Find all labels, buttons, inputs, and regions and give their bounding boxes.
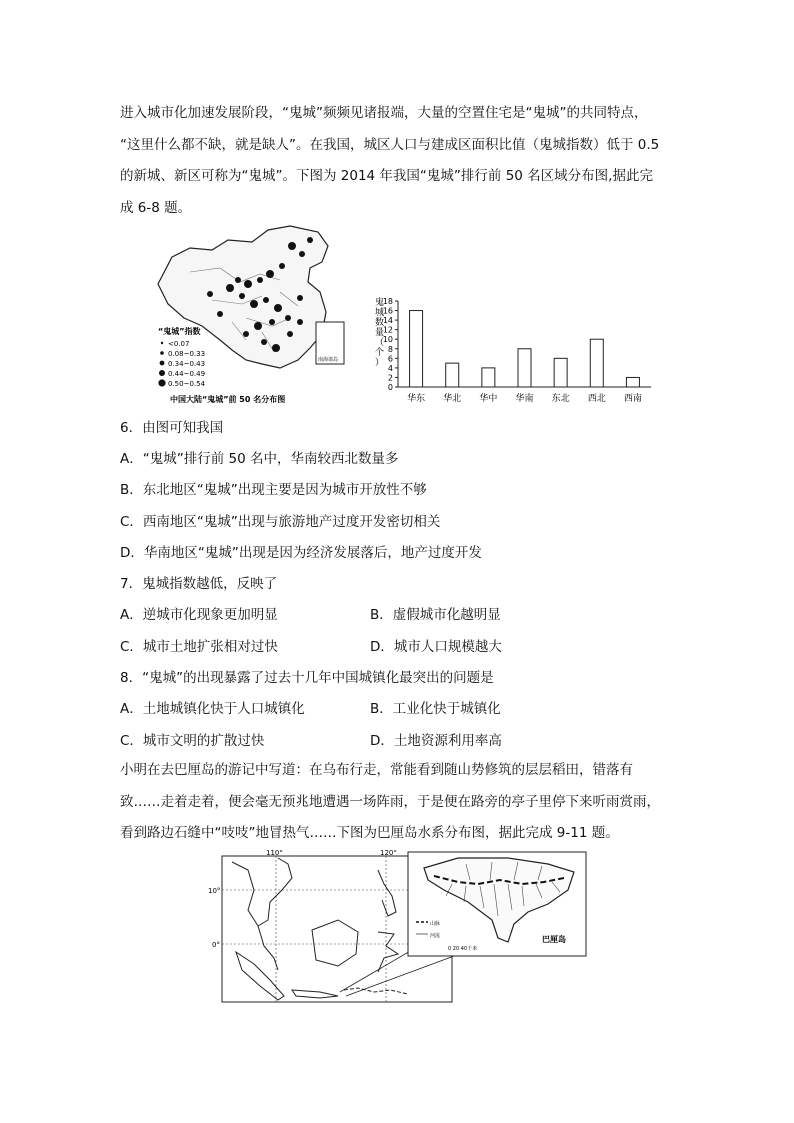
lat-0: 0°	[212, 941, 220, 949]
x-tick-label: 西北	[587, 394, 606, 404]
q8-option-a: A．土地城镇化快于人口城镇化	[120, 701, 305, 717]
legend-item-5: 0.50~0.54	[168, 380, 206, 388]
legend-item-4: 0.44~0.49	[168, 370, 206, 378]
legend-item-1: <0.07	[168, 340, 190, 348]
bali-water-system-map	[208, 850, 588, 1006]
chart-ylabel: 鬼城数量（个）	[375, 298, 385, 368]
x-tick-label: 西南	[623, 394, 642, 404]
y-tick-label: 4	[387, 363, 393, 373]
bar-华南	[518, 349, 531, 387]
legend-item-3: 0.34~0.43	[168, 360, 206, 368]
q8-option-b: B．工业化快于城镇化	[370, 701, 501, 717]
passage2-line-2: 致……走着走着，便会毫无预兆地遭遇一场阵雨，于是便在路旁的亭子里停下来听雨赏雨，	[120, 793, 660, 810]
lat-10: 10°	[208, 887, 221, 895]
x-tick-label: 东北	[551, 394, 570, 404]
q6-option-c: C．西南地区“鬼城”出现与旅游地产过度开发密切相关	[120, 514, 441, 530]
map-legend	[158, 340, 205, 388]
y-tick-label: 0	[387, 383, 393, 392]
legend-river: 河流	[430, 933, 441, 939]
q8-option-d: D．土地资源利用率高	[370, 733, 502, 749]
q8-option-c: C．城市文明的扩散过快	[120, 733, 265, 749]
scale-bar: 0 20 40千米	[448, 946, 478, 952]
bar-西北	[590, 339, 603, 387]
y-tick-label: 18	[382, 297, 393, 306]
passage2-line-3: 看到路边石缝中“吱吱”地冒热气……下图为巴厘岛水系分布图，据此完成 9-11 题。	[120, 825, 619, 841]
y-tick-label: 12	[382, 325, 393, 335]
intro-line-3: 的新城、新区可称为“鬼城”。下图为 2014 年我国“鬼城”排行前 50 名区域分布图,据此完	[120, 168, 653, 184]
y-tick-label: 14	[382, 316, 393, 326]
q7-option-b: B．虚假城市化越明显	[370, 607, 501, 623]
ghost-city-bar-chart	[365, 285, 655, 410]
passage2	[120, 755, 680, 850]
q7-option-a: A．逆城市化现象更加明显	[120, 607, 278, 623]
y-tick-label: 8	[387, 344, 393, 354]
y-tick-label: 10	[382, 335, 393, 345]
q6-option-d: D．华南地区“鬼城”出现是因为经济发展落后，地产过度开发	[120, 545, 482, 561]
y-tick-label: 2	[387, 373, 393, 383]
x-tick-label: 华北	[443, 394, 462, 404]
q6-stem: 6．由图可知我国	[120, 420, 224, 436]
bar-东北	[554, 358, 567, 387]
q7-option-d: D．城市人口规模越大	[370, 639, 502, 655]
y-tick-label: 16	[382, 306, 393, 316]
x-tick-label: 华南	[515, 394, 534, 404]
bar-华东	[410, 311, 423, 387]
legend-item-2: 0.08~0.33	[168, 350, 206, 358]
x-tick-label: 华中	[479, 394, 498, 404]
lon-120: 120°	[380, 850, 397, 857]
legend-title: “鬼城”指数	[158, 327, 201, 336]
china-ghost-city-map	[150, 222, 360, 407]
x-tick-label: 华东	[407, 394, 426, 404]
q6-option-a: A．“鬼城”排行前 50 名中，华南较西北数量多	[120, 451, 399, 467]
intro-line-2: “这里什么都不缺，就是缺人”。在我国，城区人口与建成区面积比值（鬼城指数）低于 0.5	[120, 136, 660, 153]
passage2-line-1: 小明在去巴厘岛的游记中写道：在乌布行走，常能看到随山势修筑的层层稻田，错落有	[120, 762, 633, 778]
q8-stem: 8．“鬼城”的出现暴露了过去十几年中国城镇化最突出的问题是	[120, 670, 494, 686]
q7-option-c: C．城市土地扩张相对过快	[120, 639, 278, 655]
q6-option-b: B．东北地区“鬼城”出现主要是因为城市开放性不够	[120, 482, 427, 498]
inset-label: 南海诸岛	[318, 357, 339, 363]
legend-mountain: 山脉	[430, 921, 441, 927]
intro-paragraph	[120, 98, 680, 224]
y-tick-label: 6	[387, 354, 393, 364]
bar-华北	[446, 363, 459, 387]
intro-line-4: 成 6-8 题。	[120, 199, 192, 216]
bar-西南	[626, 377, 639, 387]
map-caption: 中国大陆“鬼城”前 50 名分布图	[170, 395, 286, 404]
q7-stem: 7．鬼城指数越低，反映了	[120, 576, 278, 592]
lon-110: 110°	[266, 850, 283, 857]
bar-华中	[482, 368, 495, 387]
intro-line-1: 进入城市化加速发展阶段，“鬼城”频频见诸报端，大量的空置住宅是“鬼城”的共同特点，	[120, 105, 648, 121]
bali-label: 巴厘岛	[542, 935, 566, 944]
